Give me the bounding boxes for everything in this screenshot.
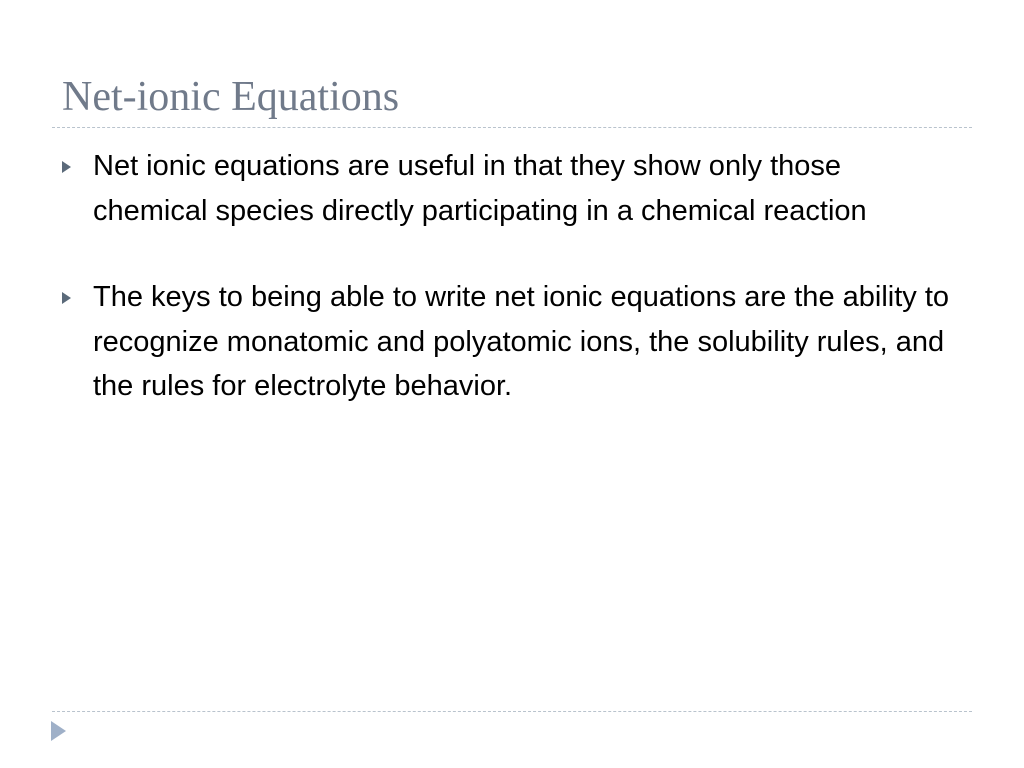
triangle-bullet-icon xyxy=(62,161,71,173)
footer-divider xyxy=(52,711,972,712)
bullet-text: The keys to being able to write net ionic equations are the ability to recognize monatomic and polyatomic ions, the solubility rules, and the rules for electrolyte behavior. xyxy=(93,281,950,402)
bullet-text: Net ionic equations are useful in that they show only those chemical species directly participating in a chemical reaction xyxy=(93,150,867,227)
bullet-item xyxy=(62,144,962,233)
slide-title: Net-ionic Equations xyxy=(62,74,400,120)
bullet-list xyxy=(62,144,962,451)
triangle-bullet-icon xyxy=(62,292,71,304)
bullet-item xyxy=(62,275,962,409)
play-arrow-icon[interactable] xyxy=(51,721,66,741)
title-divider xyxy=(52,127,972,128)
